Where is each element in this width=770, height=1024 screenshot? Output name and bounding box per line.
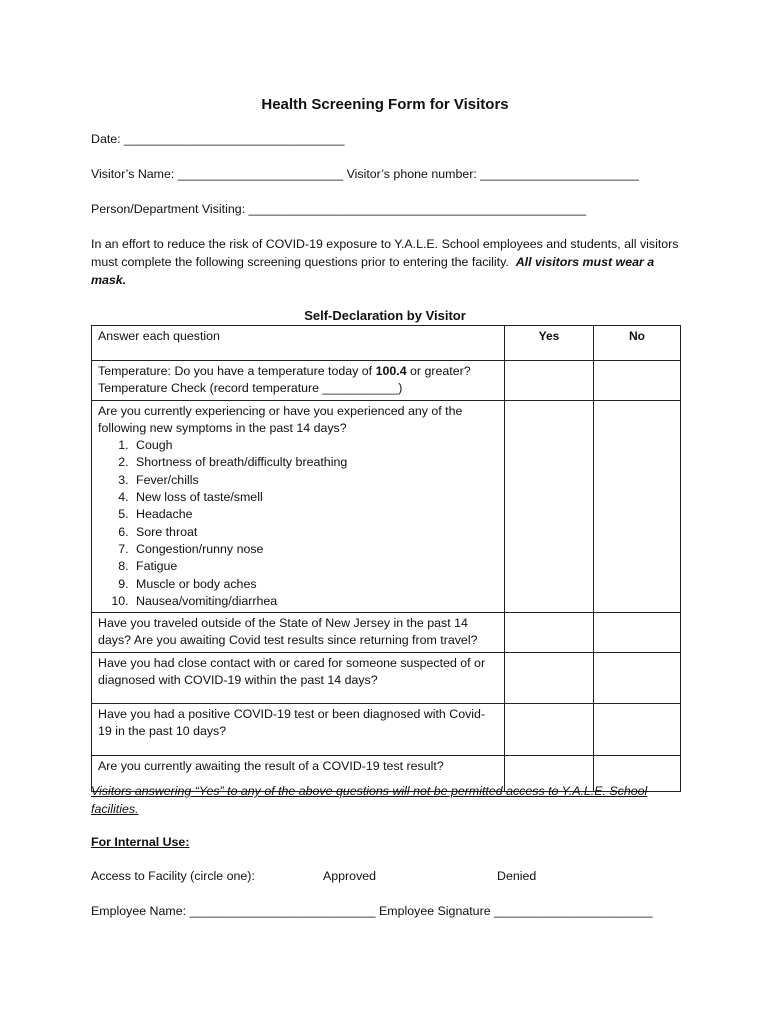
table-row-symptoms <box>92 400 681 613</box>
header-question: Answer each question <box>92 326 505 361</box>
awaiting-result-question: Are you currently awaiting the result of a COVID-19 test result? <box>92 755 505 791</box>
temperature-question: Temperature: Do you have a temperature today of 100.4 or greater? Temperature Check (record temperature ___________) <box>92 361 505 401</box>
temperature-check[interactable]: Temperature Check (record temperature ___________) <box>98 381 403 396</box>
visitor-name-label: Visitor’s Name: ________________________ <box>91 167 344 181</box>
travel-question: Have you traveled outside of the State of New Jersey in the past 14 days? Are you awaiting Covid test results since returning from travel? <box>92 613 505 653</box>
contact-question: Have you had close contact with or cared for someone suspected of or diagnosed with COVID-19 within the past 14 days? <box>92 652 505 703</box>
screening-table <box>91 325 681 792</box>
symptoms-list <box>98 437 498 610</box>
answer-no-cell[interactable] <box>594 703 681 755</box>
date-field[interactable]: Date: ________________________________ <box>91 132 345 146</box>
table-row-contact <box>92 652 681 703</box>
access-label: Access to Facility (circle one): <box>91 869 255 883</box>
table-row-travel <box>92 613 681 653</box>
employee-signature-field[interactable]: Employee Signature _______________________ <box>379 904 653 918</box>
positive-test-question: Have you had a positive COVID-19 test or been diagnosed with Covid-19 in the past 10 days? <box>92 703 505 755</box>
employee-name-field[interactable]: Employee Name: ___________________________ <box>91 904 376 918</box>
employee-fields <box>91 904 653 918</box>
symptoms-question: Are you currently experiencing or have you experienced any of the following new symptoms in the past 14 days? 1. Cough 2. Shortness of breath/difficulty breathing 3. Fever/chills 4. New loss of taste/smell 5. Headache 6. Sore throat 7. Congestion/runny nose 8. Fatigue 9. Muscle or body aches 10. Nausea/vomiting/diarrhea <box>92 400 505 613</box>
answer-yes-cell[interactable] <box>505 652 594 703</box>
denied-option[interactable]: Denied <box>497 869 537 883</box>
answer-no-cell[interactable] <box>594 652 681 703</box>
list-item: 2. Shortness of breath/difficulty breathing <box>132 454 498 471</box>
approved-option[interactable]: Approved <box>323 869 377 883</box>
answer-yes-cell[interactable] <box>505 613 594 653</box>
list-item: 10. Nausea/vomiting/diarrhea <box>132 593 498 610</box>
list-item: 8. Fatigue <box>132 558 498 575</box>
department-field[interactable]: Person/Department Visiting: _________________________________________________ <box>91 202 587 216</box>
visitor-phone-label[interactable]: Visitor’s phone number: _______________________ <box>346 167 639 181</box>
list-item: 7. Congestion/runny nose <box>132 541 498 558</box>
answer-yes-cell[interactable] <box>505 400 594 613</box>
form-title: Health Screening Form for Visitors <box>261 96 509 113</box>
header-yes: Yes <box>505 326 594 361</box>
list-item: 6. Sore throat <box>132 524 498 541</box>
intro-paragraph <box>91 235 691 289</box>
table-row-positive-test <box>92 703 681 755</box>
internal-use-heading: For Internal Use: <box>91 835 190 849</box>
temperature-threshold: 100.4 <box>375 364 407 378</box>
mask-requirement: All visitors must wear a mask. <box>91 255 655 287</box>
list-item: 5. Headache <box>132 506 498 523</box>
answer-yes-cell[interactable] <box>505 361 594 401</box>
answer-no-cell[interactable] <box>594 613 681 653</box>
self-declaration-title: Self-Declaration by Visitor <box>304 308 466 323</box>
header-no: No <box>594 326 681 361</box>
list-item: 1. Cough <box>132 437 498 454</box>
list-item: 4. New loss of taste/smell <box>132 489 498 506</box>
visitor-name-field[interactable] <box>91 167 639 181</box>
answer-no-cell[interactable] <box>594 361 681 401</box>
table-header-row <box>92 326 681 361</box>
table-row-temperature <box>92 361 681 401</box>
intro-text: In an effort to reduce the risk of COVID-19 exposure to Y.A.L.E. School employees and students, all visitors must complete the following screening questions prior to entering the facility. <box>91 237 679 269</box>
list-item: 9. Muscle or body aches <box>132 576 498 593</box>
access-denial-note: Visitors answering “Yes” to any of the above questions will not be permitted access to Y.A.L.E. School facilities. <box>91 784 648 816</box>
answer-yes-cell[interactable] <box>505 703 594 755</box>
answer-no-cell[interactable] <box>594 400 681 613</box>
list-item: 3. Fever/chills <box>132 472 498 489</box>
